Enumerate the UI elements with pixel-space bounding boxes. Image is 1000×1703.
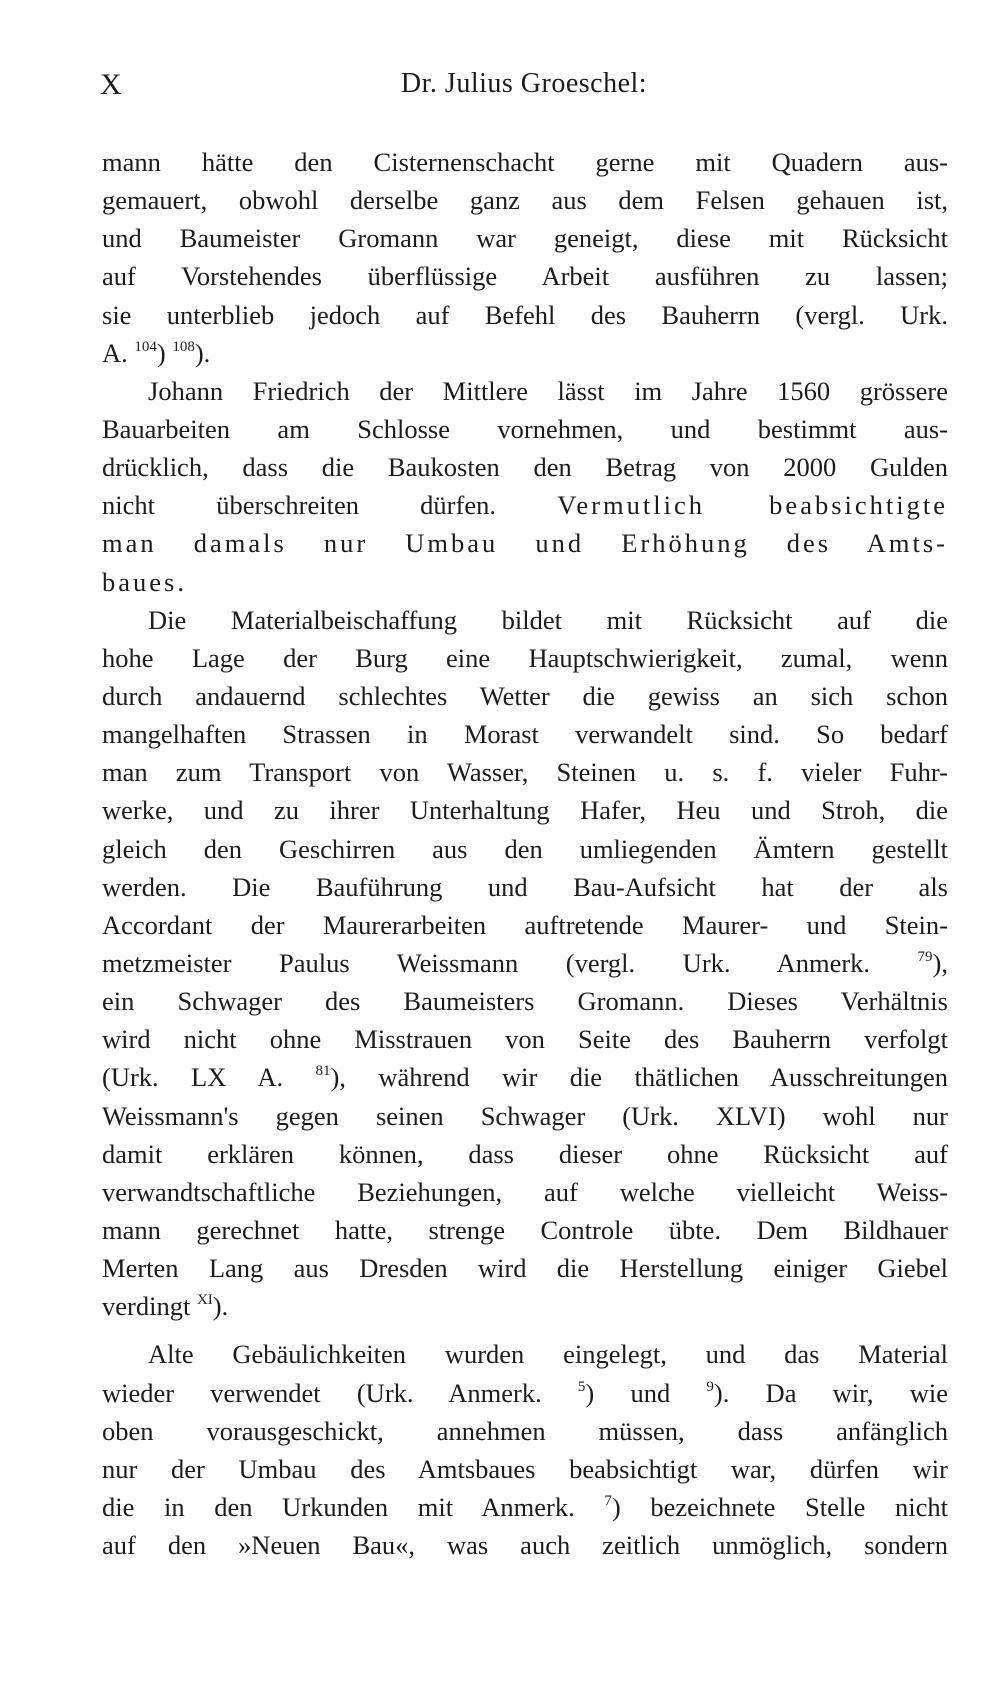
text-line: gemauert, obwohl derselbe ganz aus dem Felsen gehauen ist, (102, 185, 948, 216)
text-line: die in den Urkunden mit Anmerk. $^7$) bezeichnete Stelle nicht (102, 1491, 948, 1522)
footnote-reference: 81 (315, 1063, 331, 1080)
paragraph-start-line: Alte Gebäulichkeiten wurden eingelegt, und das Material (148, 1339, 948, 1370)
text-line: Bauarbeiten am Schlosse vornehmen, und bestimmt aus- (102, 413, 948, 444)
text-line: man zum Transport von Wasser, Steinen u. s. f. vieler Fuhr- (102, 757, 948, 788)
text-line: werke, und zu ihrer Unterhaltung Hafer, Heu und Stroh, die (102, 795, 948, 826)
text-line: wieder verwendet (Urk. Anmerk. $^5$) und $^9$). Da wir, wie (102, 1377, 949, 1408)
text-line: wird nicht ohne Misstrauen von Seite des Bauherrn verfolgt (102, 1024, 948, 1055)
text-line: A. $^{104}$) $^{108}$). (102, 337, 211, 368)
text-line: ein Schwager des Baumeisters Gromann. Dieses Verhältnis (102, 986, 948, 1017)
text-line: nur der Umbau des Amtsbaues beabsichtigt war, dürfen wir (102, 1453, 948, 1484)
text-line: gleich den Geschirren aus den umliegenden Ämtern gestellt (102, 833, 948, 864)
text-line: Weissmann's gegen seinen Schwager (Urk. XLVI) wohl nur (102, 1100, 948, 1131)
page-number: X (100, 68, 123, 101)
text-line: auf Vorstehendes überflüssige Arbeit ausführen zu lassen; (102, 261, 948, 292)
paragraph-start-line: Johann Friedrich der Mittlere lässt im Jahre 1560 grössere (148, 375, 948, 406)
emphasized-text: Vermutlich beabsichtigte (557, 490, 948, 521)
text-line: hohe Lage der Burg eine Hauptschwierigkeit, zumal, wenn (102, 642, 948, 673)
text-line: damit erklären können, dass dieser ohne Rücksicht auf (102, 1138, 948, 1169)
paragraph-start-line: Die Materialbeischaffung bildet mit Rücksicht auf die (148, 604, 948, 635)
text-line (102, 563, 948, 601)
text-line: werden. Die Bauführung und Bau-Aufsicht hat der als (102, 871, 948, 902)
text-line: und Baumeister Gromann war geneigt, diese mit Rücksicht (102, 223, 948, 254)
footnote-reference: 9 (706, 1378, 714, 1395)
footnote-reference: 5 (577, 1378, 586, 1395)
body-text (102, 143, 948, 1564)
text-line: mann hätte den Cisternenschacht gerne mit Quadern aus- (102, 147, 948, 177)
text-line: durch andauernd schlechtes Wetter die gewiss an sich schon (102, 680, 948, 711)
footnote-reference: 79 (917, 948, 933, 965)
text-line: auf den »Neuen Bau«, was auch zeitlich unmöglich, sondern (102, 1530, 948, 1561)
text-line: (Urk. LX A. $^{81}$), während wir die thätlichen Ausschreitungen (102, 1062, 948, 1093)
page-header (100, 68, 948, 108)
text-line: verwandtschaftliche Beziehungen, auf welche vielleicht Weiss- (102, 1176, 948, 1207)
emphasized-text: baues. (102, 566, 187, 597)
footnote-reference: 104 (134, 338, 157, 355)
text-line: Merten Lang aus Dresden wird die Herstellung einiger Giebel (102, 1253, 948, 1284)
text-line: mann gerechnet hatte, strenge Controle übte. Dem Bildhauer (102, 1214, 948, 1245)
text-line: metzmeister Paulus Weissmann (vergl. Urk. Anmerk. $^{79}$), (102, 947, 948, 978)
text-line: oben vorausgeschickt, annehmen müssen, dass anfänglich (102, 1415, 948, 1446)
footnote-reference: 108 (172, 338, 195, 355)
text-line: mangelhaften Strassen in Morast verwandelt sind. So bedarf (102, 719, 948, 750)
footnote-reference: XI (196, 1292, 213, 1309)
text-line (102, 524, 948, 562)
text-line: nicht überschreiten dürfen. Vermutlich beabsichtigte (102, 490, 948, 521)
text-line: sie unterblieb jedoch auf Befehl des Bauherrn (vergl. Urk. (102, 299, 948, 330)
text-line: drücklich, dass die Baukosten den Betrag von 2000 Gulden (102, 452, 948, 483)
text-line: Accordant der Maurerarbeiten auftretende Maurer- und Stein- (102, 909, 948, 940)
emphasized-text: man damals nur Umbau und Erhöhung des Amts- (102, 528, 948, 559)
running-title: Dr. Julius Groeschel: (400, 68, 648, 99)
text-line: verdingt $^{XI}$). (102, 1291, 229, 1322)
footnote-reference: 7 (604, 1492, 612, 1509)
